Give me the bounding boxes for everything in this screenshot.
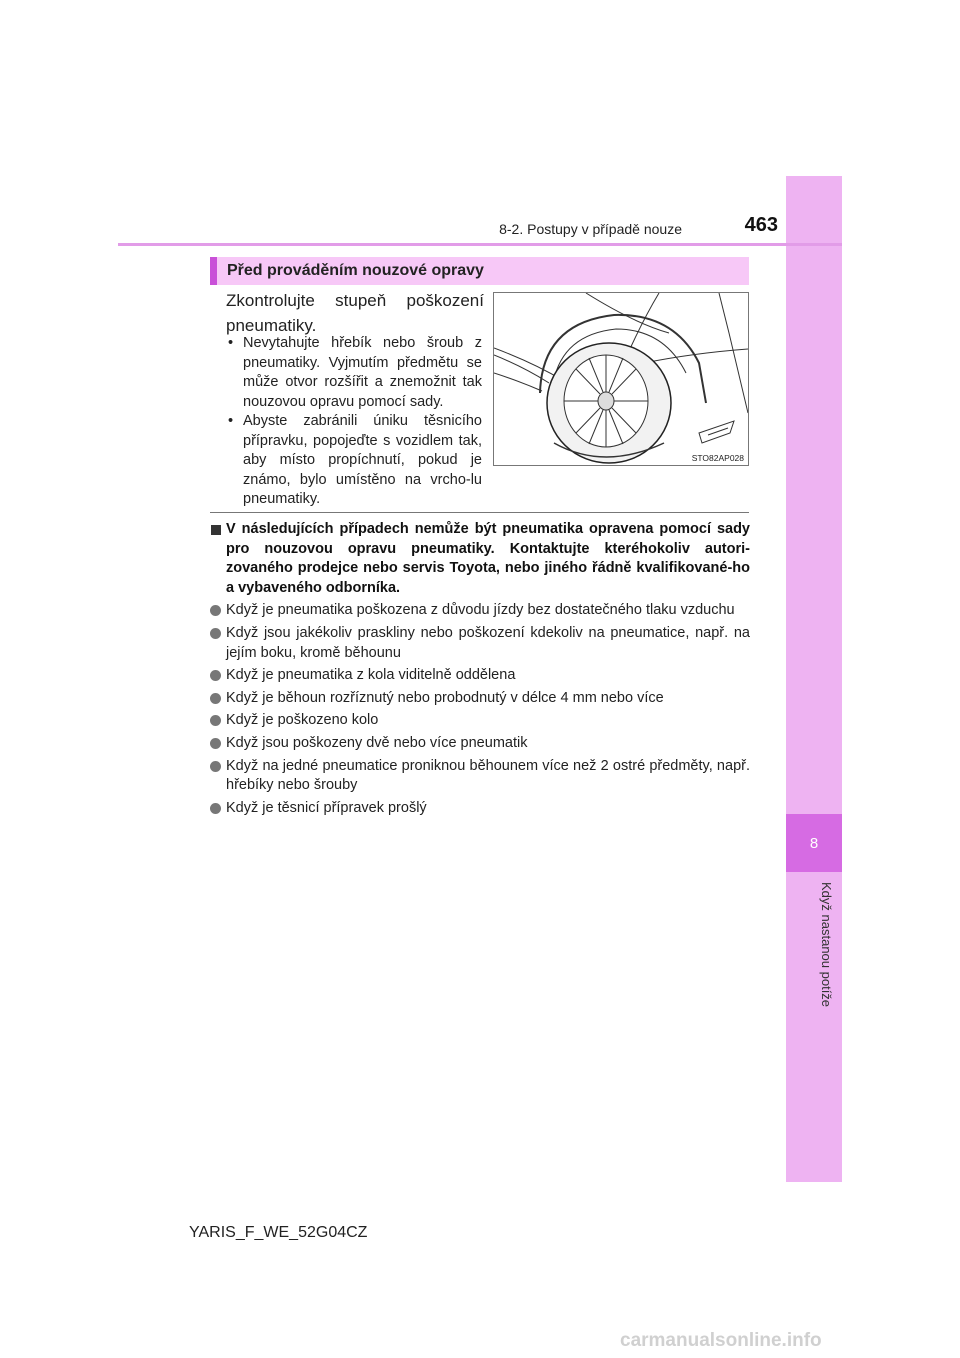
section-heading-text: Před prováděním nouzové opravy (227, 262, 484, 279)
car-rear-wheel-illustration (493, 292, 749, 466)
case-text: Když je těsnicí přípravek prošlý (226, 799, 427, 816)
case-text: Když jsou poškozeny dvě nebo více pneumatik (226, 734, 528, 751)
illustration-code: STO82AP028 (691, 453, 744, 463)
tip-text: Abyste zabránili úniku těsnicího přípravku, popojeďte s vozidlem tak, aby místo propíchnutí, pokud je známo, bylo umístěno na vrcho-lu pneumatiky. (243, 413, 482, 507)
case-text: Když na jedné pneumatice proniknou běhounem více než 2 ostré předměty, např. hřebíky nebo šrouby (226, 757, 750, 794)
list-item (226, 412, 482, 510)
circle-bullet-icon (210, 715, 221, 726)
list-item (210, 689, 750, 709)
warning-heading-text: V následujících případech nemůže být pneumatika opravena pomocí sady pro nouzovou opravu pneumatiky. Kontaktujte kteréhokoliv autori-zovaného prodejce nebo servis Toyota, nebo jiného řádně kvalifikované-ho a vybaveného odborníka. (226, 521, 750, 596)
circle-bullet-icon (210, 605, 221, 616)
header-rule (118, 243, 842, 246)
circle-bullet-icon (210, 628, 221, 639)
list-item (210, 711, 750, 731)
tip-text: Nevytahujte hřebík nebo šroub z pneumatiky. Vyjmutím předmětu se může otvor rozšířit a znemožnit tak nouzovou opravu pomocí sady. (243, 335, 482, 410)
list-item (210, 601, 750, 621)
cases-list (210, 601, 750, 818)
square-bullet-icon (211, 525, 221, 535)
section-label: 8-2. Postupy v případě nouze (499, 221, 682, 237)
circle-bullet-icon (210, 693, 221, 704)
circle-bullet-icon (210, 738, 221, 749)
circle-bullet-icon (210, 670, 221, 681)
chapter-number: 8 (786, 814, 842, 872)
list-item (210, 799, 750, 819)
case-text: Když je poškozeno kolo (226, 712, 379, 729)
list-item (210, 734, 750, 754)
bullet: • (228, 335, 234, 351)
watermark: carmanualsonline.info (620, 1330, 822, 1351)
page-number: 463 (744, 214, 778, 236)
list-item (210, 666, 750, 686)
list-item (210, 757, 750, 796)
footer-code: YARIS_F_WE_52G04CZ (189, 1224, 368, 1241)
tips-list (226, 334, 482, 510)
section-heading (210, 257, 749, 285)
case-text: Když je pneumatika poškozena z důvodu jízdy bez dostatečného tlaku vzduchu (226, 602, 735, 619)
case-text: Když jsou jakékoliv praskliny nebo poškození kdekoliv na pneumatice, např. na jejím boku, kromě běhounu (226, 624, 750, 661)
chapter-side-tab (786, 176, 842, 1182)
case-text: Když je běhoun rozříznutý nebo probodnutý v délce 4 mm nebo více (226, 689, 664, 706)
intro-text: Zkontrolujte stupeň poškození pneumatiky. (226, 291, 484, 335)
car-wheel-icon (494, 293, 748, 465)
list-item (226, 334, 482, 412)
divider (210, 512, 749, 513)
warning-section (210, 520, 750, 818)
circle-bullet-icon (210, 761, 221, 772)
bullet: • (228, 413, 234, 429)
case-text: Když je pneumatika z kola viditelně oddělena (226, 667, 516, 684)
warning-heading (210, 520, 750, 598)
list-item (210, 624, 750, 663)
chapter-title: Když nastanou potíže (819, 882, 834, 1008)
circle-bullet-icon (210, 803, 221, 814)
